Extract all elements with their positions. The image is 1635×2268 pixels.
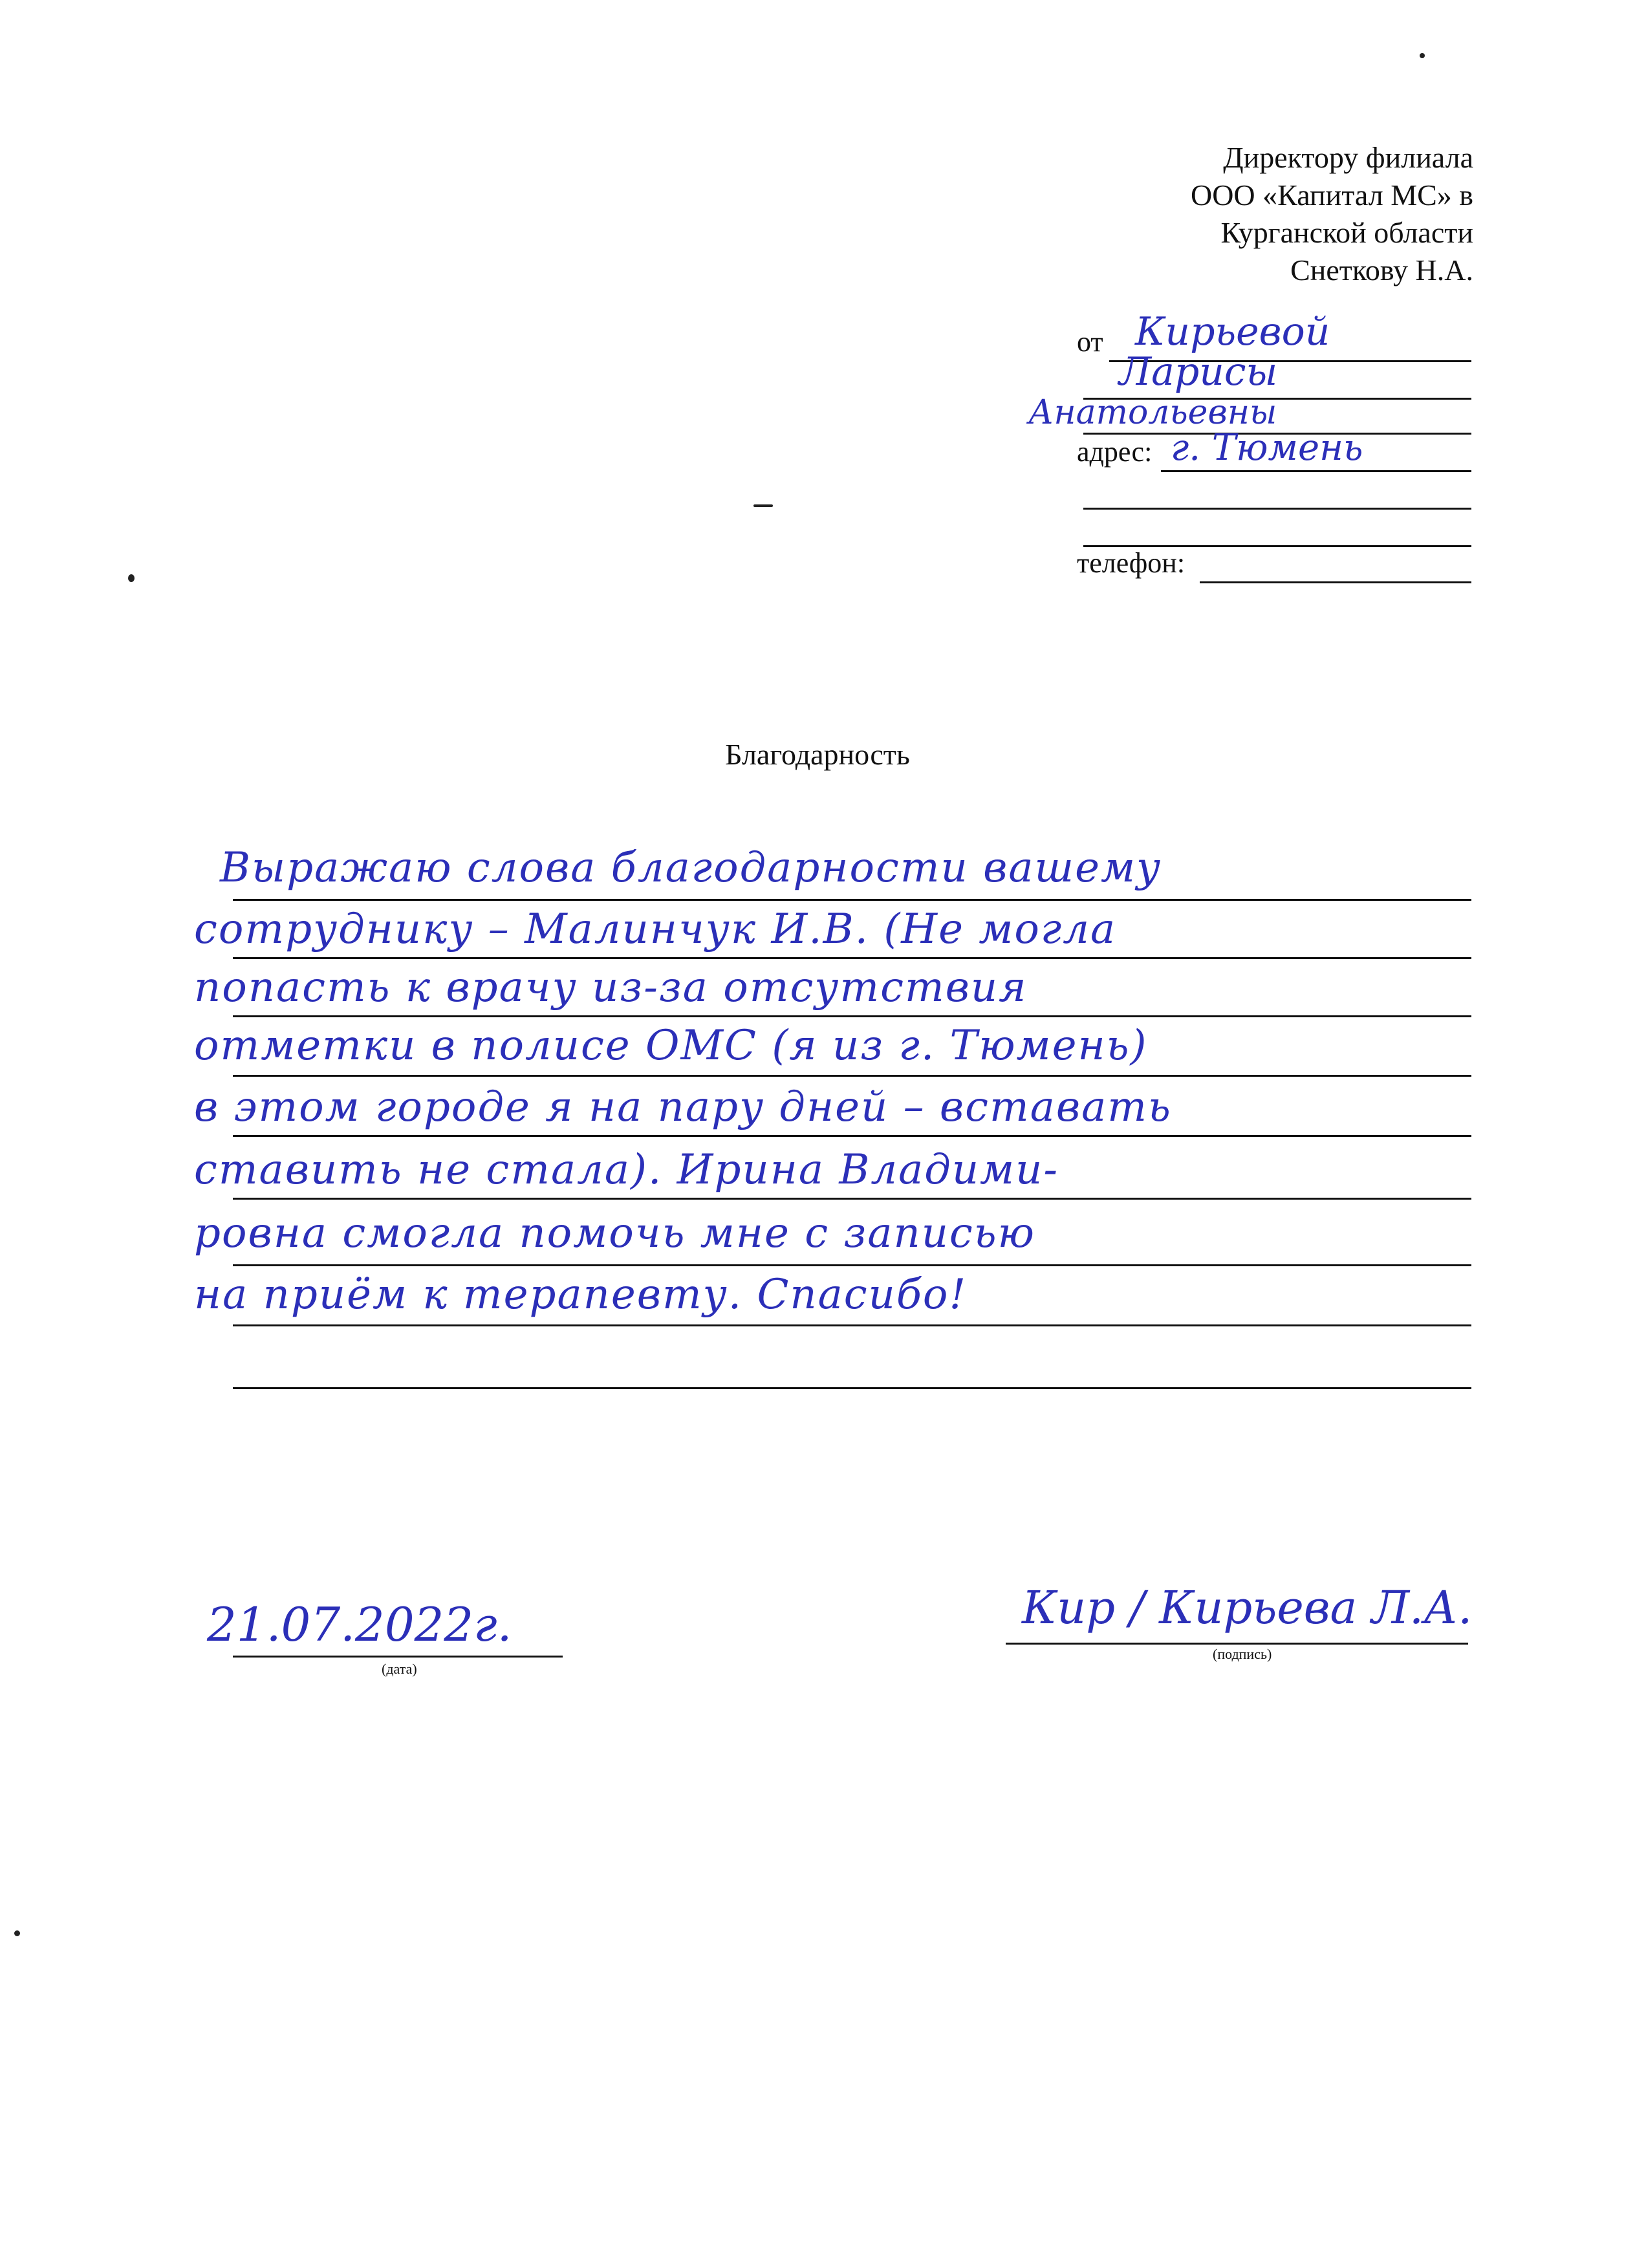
scan-speck <box>1420 53 1425 58</box>
addressee-block <box>1191 139 1473 289</box>
scan-speck <box>128 574 135 582</box>
body-rule <box>233 1198 1471 1200</box>
scan-speck <box>14 1930 20 1936</box>
handwritten-name-1: Кирьевой <box>1135 309 1330 354</box>
address-label: адрес: <box>1077 436 1153 468</box>
addressee-line-1: Директору филиала <box>1223 141 1473 174</box>
date-rule <box>233 1656 563 1658</box>
body-text-line: отметки в полисе ОМС (я из г. Тюмень) <box>194 1022 1148 1070</box>
sender-address-row-3 <box>1077 508 1471 547</box>
sender-address-row-2 <box>1077 471 1471 510</box>
document-title: Благодарность <box>725 738 910 771</box>
body-text-line: в этом городе я на пару дней – вставать <box>194 1083 1172 1131</box>
body-rule <box>233 899 1471 901</box>
body-rule <box>233 1135 1471 1137</box>
handwritten-signature: Кир / Кирьева Л.А. <box>1022 1581 1473 1634</box>
addressee-line-2: ООО «Капитал МС» в <box>1190 178 1473 211</box>
body-rule <box>233 1264 1471 1266</box>
addressee-line-3: Курганской области <box>1220 216 1473 249</box>
from-label: от <box>1077 326 1103 358</box>
handwritten-address: г. Тюмень <box>1171 427 1363 469</box>
body-rule <box>233 1324 1471 1326</box>
signature-caption: (подпись) <box>1213 1646 1272 1662</box>
phone-label: телефон: <box>1077 547 1186 579</box>
body-text-line: Выражаю слова благодарности вашему <box>220 844 1162 892</box>
body-text-line: сотруднику – Малинчук И.В. (Не могла <box>194 905 1117 953</box>
body-text-line: ровна смогла помочь мне с записью <box>194 1209 1035 1257</box>
body-text-line: попасть к врачу из-за отсутствия <box>194 964 1028 1011</box>
sender-phone-row <box>1077 545 1471 583</box>
body-rule <box>233 1015 1471 1017</box>
handwritten-name-3: Анатольевны <box>1028 393 1277 432</box>
body-rule <box>233 1075 1471 1077</box>
signature-rule <box>1006 1643 1468 1645</box>
phone-rule <box>1200 581 1471 583</box>
body-rule <box>233 1387 1471 1389</box>
body-rule <box>233 957 1471 959</box>
body-text-line: ставить не стала). Ирина Владими- <box>194 1146 1059 1194</box>
handwritten-date: 21.07.2022г. <box>207 1597 512 1652</box>
date-caption: (дата) <box>382 1661 417 1677</box>
body-text-line: на приём к терапевту. Спасибо! <box>194 1271 968 1319</box>
addressee-line-4: Снеткову Н.А. <box>1290 254 1473 286</box>
scan-speck <box>753 504 773 507</box>
handwritten-name-2: Ларисы <box>1119 349 1278 394</box>
